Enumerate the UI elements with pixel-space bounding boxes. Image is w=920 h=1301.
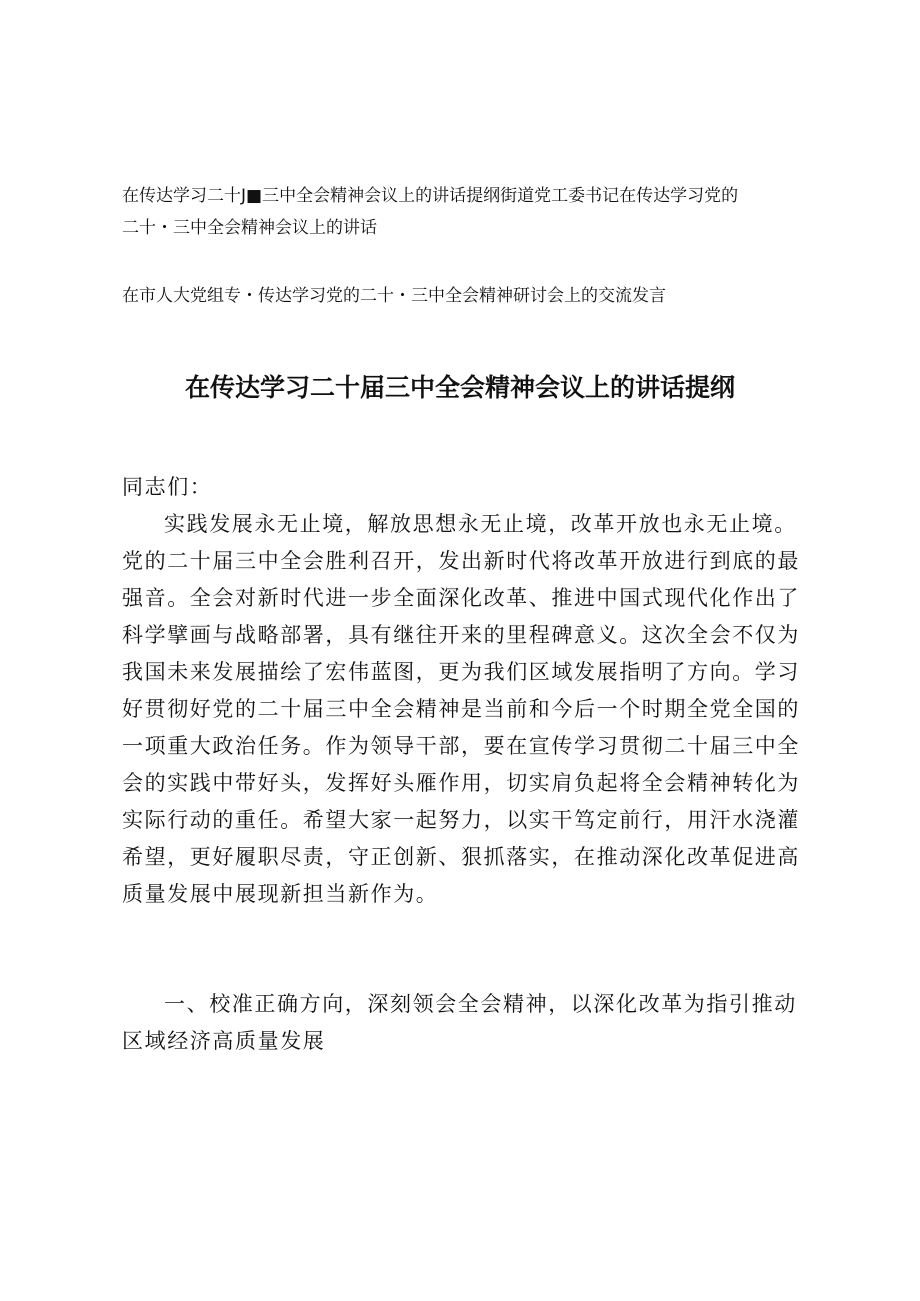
section-heading-1: 一、校准正确方向，深刻领会全会精神，以深化改革为指引推动区域经济高质量发展 xyxy=(122,992,797,1053)
contents-entry-2-line: 在市人大党组专・传达学习党的二十・三中全会精神研讨会上的交流发言 xyxy=(122,286,666,306)
contents-entry-1 xyxy=(122,180,812,244)
contents-entry-1-line-2: 二十・三中全会精神会议上的讲话 xyxy=(122,218,377,238)
contents-entry-2 xyxy=(122,280,812,312)
salutation: 同志们： xyxy=(122,475,213,499)
document-title: 在传达学习二十届三中全会精神会议上的讲话提纲 xyxy=(184,373,735,402)
contents-entry-1-line-1: 在传达学习二十J■三中全会精神会议上的讲话提纲街道党工委书记在传达学习党的 xyxy=(122,186,739,206)
body-paragraph-1: 实践发展永无止境，解放思想永无止境，改革开放也永无止境。党的二十届三中全会胜利召开，发出新时代将改革开放进行到底的最强音。全会对新时代进一步全面深化改革、推进中国式现代化作出了科学擘画与战略部署，具有继往开来的里程碑意义。这次全会不仅为我国未来发展描绘了宏伟蓝图，更为我们区域发展指明了方向。学习好贯彻好党的二十届三中全会精神是当前和今后一个时期全党全国的一项重大政治任务。作为领导干部，要在宣传学习贯彻二十届三中全会的实践中带好头，发挥好头雁作用，切实肩负起将全会精神转化为实际行动的重任。希望大家一起努力，以实干笃定前行，用汗水浇灌希望，更好履职尽责，守正创新、狠抓落实，在推动深化改革促进高质量发展中展现新担当新作为。 xyxy=(122,512,800,906)
